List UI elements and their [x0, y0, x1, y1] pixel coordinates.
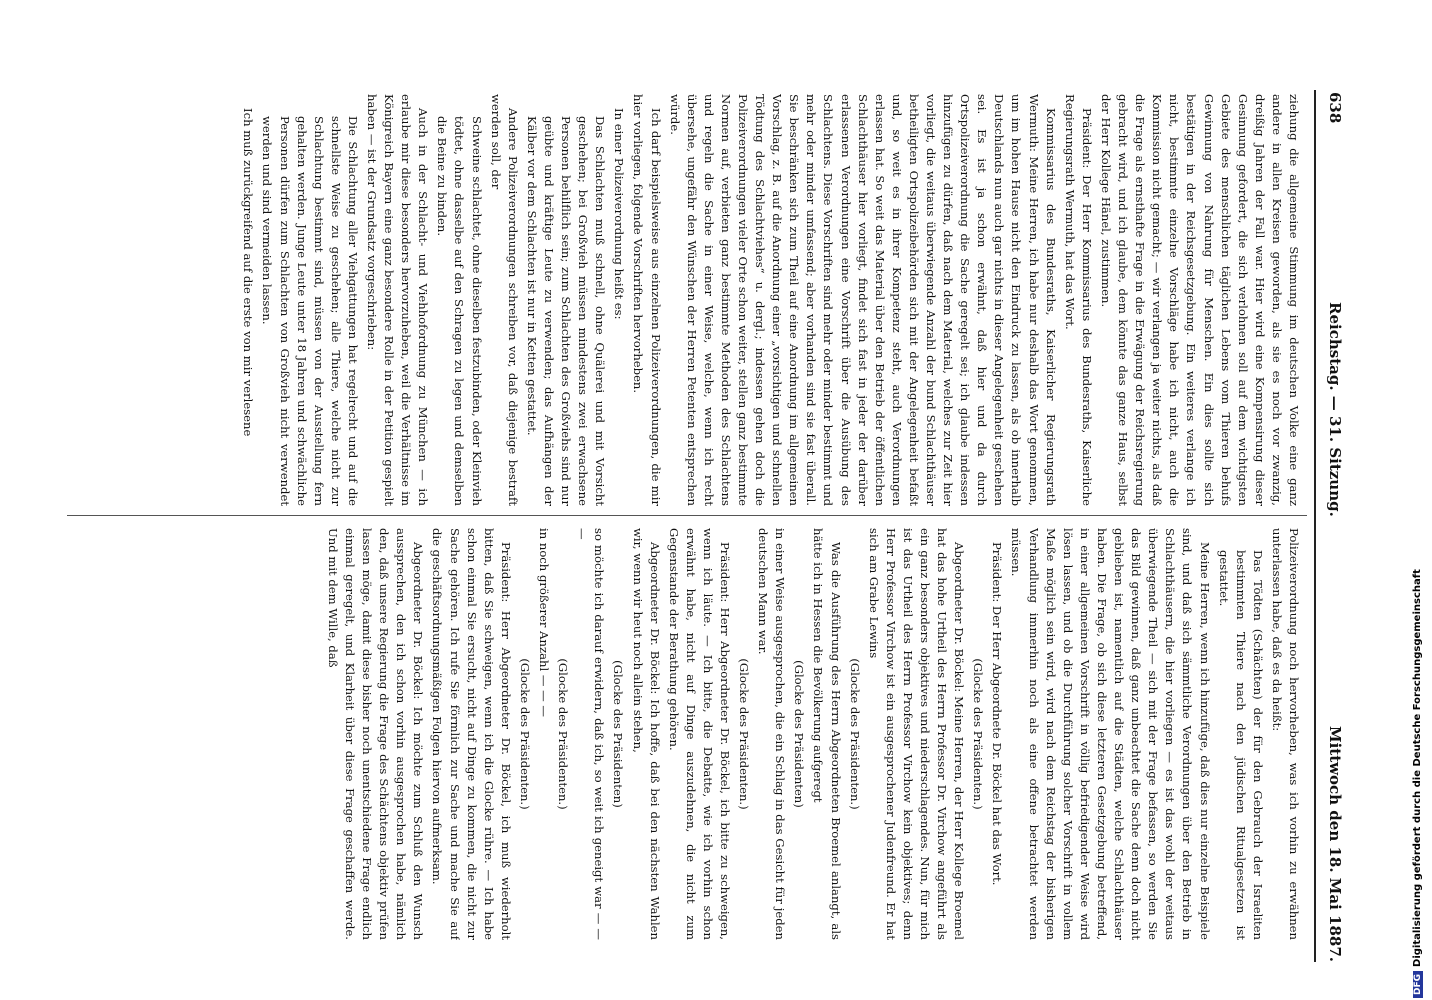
paragraph: ziehung die allgemeine Stimmung im deutschen Volke eine ganz andere in allen Kreisen geworden, als sie es noch vor zwanzig, dreißig Jahren der Fall war. Hier wird eine Kompensirung dieser Gesinnung gefordert, die sich verlohnen soll auf dem wichtigsten Gebiete des menschlichen täglichen Lebens vom Thieren behufs Gewinnung von Nahrung für Menschen. Ein dies sollte sich bestätigen in der Reichsgesetzgebung. Ein weiteres verlange ich nicht, bestimmte einzelne Vorschläge habe ich nicht, auch die Kommission nicht gemacht; — wir verlangen ja weiter nichts, als daß die Frage als ernsthafte Frage in die Erwägung der Reichsregierung gebracht wird, und ich glaube, dem könnte das ganze Haus, selbst der Herr Kollege Hänel, zustimmen. — [1098, 94, 1301, 506]
paragraph: Auch in der Schlacht- und Viehhofordnung zu München — ich erlaube mir diese besonders hervorzuheben, weil die Verhältnisse im Königreich Bayern eine ganz besondere Rolle in der Petition gespielt haben — ist der Grundsatz vorgeschrieben: — [365, 94, 431, 506]
right-column — [72, 528, 1302, 940]
paragraph: (Glocke des Präsidenten.) — [556, 658, 571, 810]
paragraph: Was die Ausführung des Herrn Abgeordneten Broemel anlangt, als hätte ich in Hessen die Bevölkerung aufgeregt — [811, 528, 843, 940]
paragraph: Die Schlachtung aller Viehgattungen hat regelrecht und auf die schnellste Weise zu geschehen; alle Thiere, welche nicht zur Schlachtung bestimmt sind, müssen von der Ausstellung fern gehalten werden. Junge Leute unter 18 Jahren und schwächliche Personen dürfen zum Schlachten von Großvieh nicht verwendet werden und sind vermeiden lassen. — [260, 116, 360, 506]
paragraph: Abgeordneter Dr. Böckel: Meine Herren, der Herr Kollege Broemel hat das hohe Urtheil des Herrn Professor Dr. Virchow angeführt als ein ganz besonders objektives und niederschlagendes. Nun, für mich ist das Urtheil des Herrn Professor Virchow kein objektives; denn Herr Professor Virchow ist ein ausgesprochener Judenfreund. Er hat sich am Grabe Lewins — [866, 528, 967, 940]
paragraph: (Glocke des Präsidenten.) — [737, 658, 752, 810]
paragraph: (Glocke des Präsidenten) — [792, 660, 807, 808]
paragraph: (Glocke des Präsidenten.) — [847, 658, 862, 810]
page-number: 638 — [1326, 92, 1344, 124]
paragraph: Meine Herren, wenn ich hinzufüge, daß dies nur einzelne Beispiele sind, und daß sich sämmtliche Verordnungen über den Betrieb in Schlachthäusern, die hier vorliegen — es ist das wohl der weitaus überwiegende Theil — sich mit der Frage befassen, so werden Sie das Bild gewinnen, daß ganz unbeachtet die Sache denn doch nicht geblieben ist, namentlich auf die Städten, welche Schlachthäuser haben. Die Frage, ob sich diese letzteren Gesetzgebung betreffend, in einer allgemeinen Vorschrift in völlig befriedigender Weise wird lösen lassen, und ob die Durchführung solcher Vorschrift in vollem Maße möglich sein wird, wird nach dem Reichstag der bisherigen Verhandlung immerhin noch als eine offene betrachtet werden müssen. — [1009, 528, 1212, 940]
paragraph: In einer Polizeiverordnung heißt es: — [612, 108, 627, 320]
header-rule — [1314, 90, 1316, 962]
paragraph: Polizeiverordnung noch hervorheben, was ich vorhin zu erwähnen unterlassen habe, daß es da heißt: — [1269, 528, 1301, 940]
credit-text: Digitalisierung gefördert durch die Deutsche Forschungsgemeinschaft — [1412, 569, 1423, 967]
paragraph: Ich muß zurückgreifend auf die erste von mir verlesene — [241, 108, 256, 437]
session-date: Mittwoch den 18. Mai 1887. — [1326, 725, 1344, 962]
paragraph: (Glocke des Präsidenten.) — [517, 658, 532, 810]
left-column — [72, 94, 1302, 506]
paragraph: Präsident: Herr Abgeordneter Dr. Böckel, ich muß wiederholt bitten, daß Sie schweigen, wenn ich die Glocke rühre. — Ich habe schon einmal Sie ersucht, nicht auf Dinge zu kommen, die nicht zur Sache gehören. Ich rufe Sie förmlich zur Sache und mache Sie auf die geschäftsordnungsmäßigen Folgen hiervon aufmerksam. — [430, 528, 513, 940]
paragraph: Präsident: Herr Abgeordneter Dr. Böckel, ich bitte zu schweigen, wenn ich läute. — Ich bitte, die Debatte, wie ich vorhin schon erwähnt habe, nicht auf Dinge auszudehnen, die nicht zum Gegenstande der Berathung gehören. — [666, 528, 732, 940]
paragraph: Das Tödten (Schächten) der für den Gebrauch der Israeliten bestimmten Thiere nach den jüdischen Ritualgesetzen ist gestattet. — [1216, 550, 1265, 940]
paragraph: in einer Weise ausgesprochen, die ein Schlag in das Gesicht für jeden deutschen Mann war. — [756, 528, 788, 940]
paragraph: so möchte ich darauf erwidern, daß ich, so weit ich geneigt war — — — — [575, 528, 607, 940]
paragraph: in noch größerer Anzahl — — — — [537, 528, 552, 718]
paragraph: Kommissarius des Bundesraths, Kaiserlicher Regierungsrath Wermuth: Meine Herren, ich habe nur deshalb das Wort genommen, um im hohen Hause nicht den Eindruck zu lassen, als ob innerhalb Deutschlands nun auch gar nichts in dieser Angelegenheit geschehen sei. Es ist ja schon erwähnt, daß hier und da durch Ortspolizeiverordnung die Sache geregelt sei; ich glaube indessen hinzufügen zu dürfen, daß nach dem Material, welches zur Zeit hier vorliegt, die weitaus überwiegende Anzahl der bund Schlachthäuser betheiligten Ortspolizeibehörden sich mit der Angelegenheit befaßt und, so weit es in ihrer Kompetenz steht, auch Verordnungen erlassen hat. So weit das Material über den Betrieb der öffentlichen Schlachthäuser hier vorliegt, findet sich fast in jeder der darüber erlassenen Verordnungen eine Vorschrift über die Ausübung des Schlachtens. Diese Vorschriften sind mehr oder minder bestimmt und mehr oder minder umfassend; aber vorhanden sind sie fast überall. Sie beschränken sich zum Theil auf eine Anordnung im allgemeinen Vorschlag, z. B. auf die Anordnung einer „vorsichtigen und schnellen Tödtung des Schlachtviehes“ u. dergl.; indessen gehen doch die Polizeiverordnungen vieler Orte schon weiter, stellen ganz bestimmte Normen auf, verbieten ganz bestimmte Methoden des Schlachtens und regeln die Sache in einer Weise, welche, wenn ich recht übersehe, ungefähr den Wünschen der Herren Petenten entsprechen würde. — [667, 94, 1058, 506]
paragraph: Abgeordneter Dr. Böckel: Ich möchte zum Schluß den Wunsch aussprechen, den ich schon vorhin ausgesprochen habe, nämlich den, daß unsere Regierung die Frage des Schächtens objektiv prüfen lassen möge, damit diese bisher noch unentschiedene Frage endlich einmal geregelt, und Klarheit über diese Frage geschaffen werde. Und mit dem Wille, daß — [325, 528, 426, 940]
paragraph: Abgeordneter Dr. Böckel: Ich hoffe, daß bei den nächsten Wahlen wir, wenn wir heut noch allein stehen, — [630, 528, 662, 940]
paragraph: Präsident: Der Herr Kommissarius des Bundesraths, Kaiserliche Regierungsrath Wermuth, hat das Wort. — [1062, 94, 1094, 506]
paragraph: (Glocke des Präsidenten.) — [971, 658, 986, 810]
digitization-credit — [1412, 569, 1423, 998]
paragraph: Präsident: Der Herr Abgeordnete Dr. Böckel hat das Wort. — [990, 542, 1005, 886]
page-header — [1314, 92, 1344, 962]
paragraph: Ich darf beispielsweise aus einzelnen Polizeiverordnungen, die mir hier vorliegen, folgende Vorschriften hervorheben. — [631, 94, 663, 506]
page-title: Reichstag. — 31. Sitzung. — [1326, 302, 1344, 517]
paragraph: Andere Polizeiverordnungen schreiben vor, daß diejenige bestraft werden soll, der — [488, 94, 520, 506]
paragraph: Das Schlachten muß schnell, ohne Quälerei und mit Vorsicht geschehen; bei Großvieh müssen mindestens zwei erwachsene Personen behilflich sein; zum Schlachten des Großviehs sind nur geübte und kräftige Leute zu verwenden; das Aufhängen der Kälber vor dem Schlachten ist nur in Ketten gestattet. — [524, 116, 608, 506]
paragraph: (Glocke des Präsidenten) — [611, 660, 626, 808]
column-divider — [67, 515, 1307, 516]
paragraph: Schweine schlachtet, ohne dieselben festzubinden, oder Kleinvieh tödtet, ohne dasselbe auf den Schragen zu legen und demselben die Beine zu binden. — [435, 116, 484, 506]
dfg-logo: DFG — [1413, 971, 1423, 998]
